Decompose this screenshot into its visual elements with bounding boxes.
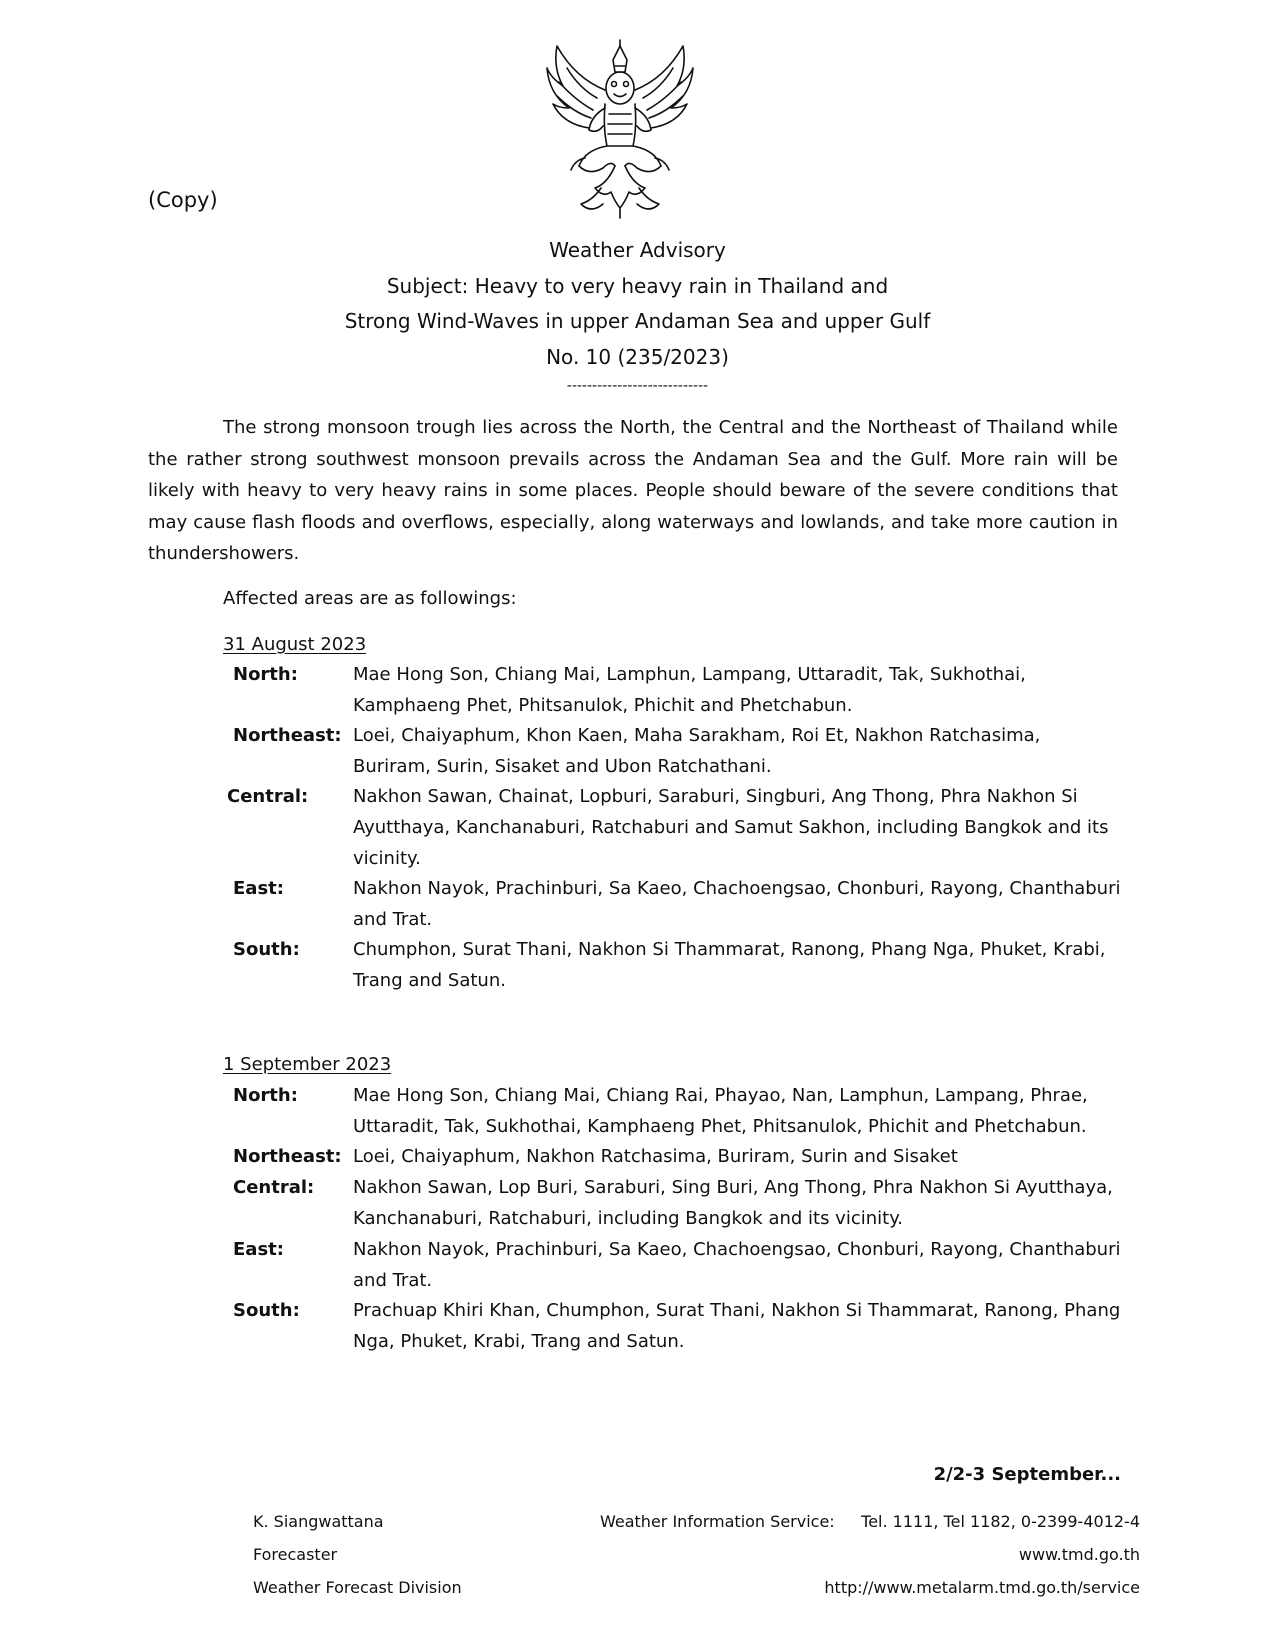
region-label-east: East: [233,878,284,899]
website-link[interactable]: www.tmd.go.th [1018,1545,1140,1564]
region-label-northeast: Northeast: [233,1146,342,1167]
subject-line-1: Subject: Heavy to very heavy rain in Thailand and [386,274,889,298]
region-areas-east: Nakhon Nayok, Prachinburi, Sa Kaeo, Chachoengsao, Chonburi, Rayong, Chanthaburi and Trat. [353,1239,1121,1291]
region-label-south: South: [233,1300,300,1321]
affected-areas-intro: Affected areas are as followings: [223,588,517,609]
region-areas-south: Prachuap Khiri Khan, Chumphon, Surat Thani, Nakhon Si Thammarat, Ranong, Phang Nga, Phuket, Krabi, Trang and Satun. [353,1300,1121,1352]
region-label-north: North: [233,664,298,685]
region-label-northeast: Northeast: [233,725,342,746]
subject-line-2: Strong Wind-Waves in upper Andaman Sea and upper Gulf [344,309,931,333]
next-page-marker: 2/2-3 September... [933,1464,1121,1485]
region-areas-central: Nakhon Sawan, Chainat, Lopburi, Saraburi, Singburi, Ang Thong, Phra Nakhon Si Ayutthaya, Kanchanaburi, Ratchaburi and Samut Sakhon, including Bangkok and its vicinity. [353,786,1109,869]
region-label-east: East: [233,1239,284,1260]
region-label-central: Central: [233,1177,315,1198]
forecaster-division: Weather Forecast Division [253,1578,462,1597]
garuda-emblem-icon [545,38,695,220]
region-areas-north: Mae Hong Son, Chiang Mai, Chiang Rai, Phayao, Nan, Lamphun, Lampang, Phrae, Uttaradit, Tak, Sukhothai, Kamphaeng Phet, Phitsanulok, Phichit and Phetchabun. [353,1085,1088,1137]
advisory-number: No. 10 (235/2023) [546,345,729,369]
region-areas-east: Nakhon Nayok, Prachinburi, Sa Kaeo, Chachoengsao, Chonburi, Rayong, Chanthaburi and Trat. [353,878,1121,930]
region-label-central: Central: [227,786,309,807]
advisory-title: Weather Advisory [549,238,726,262]
copy-label: (Copy) [148,188,218,212]
forecaster-name: K. Siangwattana [253,1512,384,1531]
region-areas-northeast: Loei, Chaiyaphum, Khon Kaen, Maha Sarakham, Roi Et, Nakhon Ratchasima, Buriram, Surin, Sisaket and Ubon Ratchathani. [353,725,1041,777]
service-phone: Tel. 1111, Tel 1182, 0-2399-4012-4 [861,1512,1140,1531]
forecaster-role: Forecaster [253,1545,338,1564]
service-url-link[interactable]: http://www.metalarm.tmd.go.th/service [824,1578,1140,1597]
region-areas-north: Mae Hong Son, Chiang Mai, Lamphun, Lampang, Uttaradit, Tak, Sukhothai, Kamphaeng Phet, Phitsanulok, Phichit and Phetchabun. [353,664,1026,716]
region-areas-central: Nakhon Sawan, Lop Buri, Saraburi, Sing Buri, Ang Thong, Phra Nakhon Si Ayutthaya, Kanchanaburi, Ratchaburi, including Bangkok and its vicinity. [353,1177,1113,1229]
region-areas-south: Chumphon, Surat Thani, Nakhon Si Thammarat, Ranong, Phang Nga, Phuket, Krabi, Trang and Satun. [353,939,1106,991]
date-heading: 31 August 2023 [223,634,367,655]
service-label: Weather Information Service: [600,1512,835,1531]
region-areas-northeast: Loei, Chaiyaphum, Nakhon Ratchasima, Buriram, Surin and Sisaket [353,1146,958,1167]
date-heading: 1 September 2023 [223,1054,392,1075]
intro-paragraph: The strong monsoon trough lies across the North, the Central and the Northeast of Thailand while the rather strong southwest monsoon prevails across the Andaman Sea and the Gulf. More rain will be likely with heavy to very heavy rains in some places. People should beware of the severe conditions that may cause flash floods and overflows, especially, along waterways and lowlands, and take more caution in thundershowers. [148,417,1118,564]
region-label-north: North: [233,1085,298,1106]
title-separator: ---------------------------- [566,378,709,394]
region-label-south: South: [233,939,300,960]
